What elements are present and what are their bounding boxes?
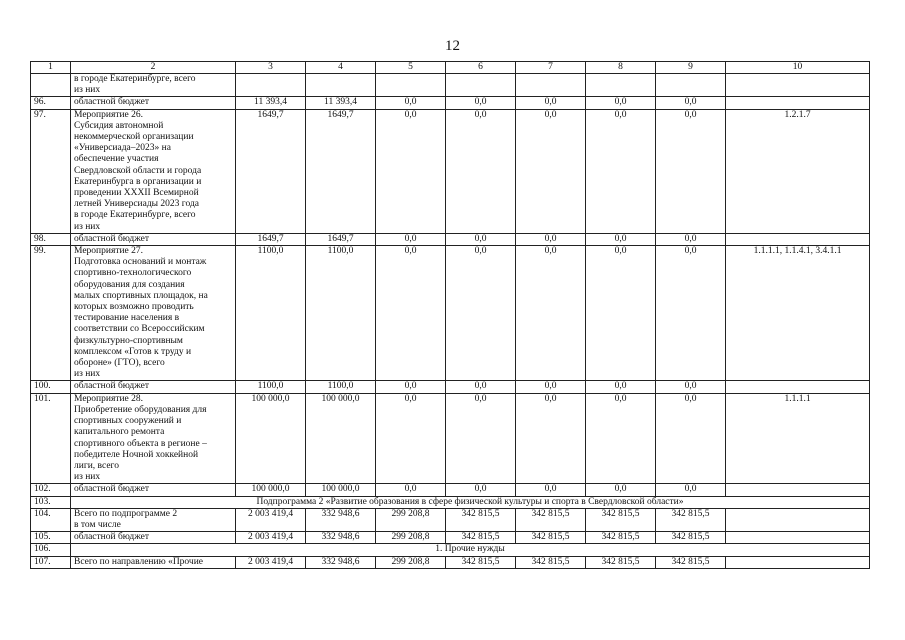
value-cell: 11 393,4 bbox=[236, 97, 306, 109]
row-name-line: комплексом «Готов к труду и bbox=[74, 346, 192, 357]
value-cell: 0,0 bbox=[586, 246, 656, 381]
row-name-cell bbox=[71, 393, 236, 484]
row-name-line: Свердловской области и города bbox=[74, 165, 202, 176]
row-number-cell: 100. bbox=[31, 381, 71, 393]
row-name-cell bbox=[71, 532, 236, 544]
row-name-line: тестирование населения в bbox=[74, 313, 180, 324]
value-cell: 100 000,0 bbox=[306, 484, 376, 496]
value-cell: 0,0 bbox=[516, 484, 586, 496]
value-cell: 0,0 bbox=[586, 97, 656, 109]
value-cell: 332 948,6 bbox=[306, 556, 376, 568]
table-row bbox=[31, 532, 870, 544]
value-cell: 0,0 bbox=[656, 109, 726, 233]
value-cell: 0,0 bbox=[446, 393, 516, 484]
value-cell: 0,0 bbox=[446, 109, 516, 233]
row-name-line: Субсидия автономной bbox=[74, 120, 164, 131]
row-name-line: областной бюджет bbox=[74, 233, 150, 244]
row-name-line: областной бюджет bbox=[74, 484, 150, 495]
target-code-cell: 1.1.1.1 bbox=[726, 393, 870, 484]
table-row bbox=[31, 484, 870, 496]
row-name-line: соответствии со Всероссийским bbox=[74, 324, 205, 335]
row-name-line: которых возможно проводить bbox=[74, 302, 194, 313]
value-cell: 1649,7 bbox=[306, 109, 376, 233]
value-cell bbox=[236, 74, 306, 97]
row-name-cell bbox=[71, 556, 236, 568]
header-cell: 9 bbox=[656, 62, 726, 74]
target-code-cell bbox=[726, 532, 870, 544]
row-number-cell: 99. bbox=[31, 246, 71, 381]
header-cell: 10 bbox=[726, 62, 870, 74]
value-cell bbox=[656, 74, 726, 97]
row-number-cell: 103. bbox=[31, 496, 71, 508]
header-cell: 4 bbox=[306, 62, 376, 74]
value-cell: 342 815,5 bbox=[656, 556, 726, 568]
row-number-cell: 96. bbox=[31, 97, 71, 109]
header-cell: 1 bbox=[31, 62, 71, 74]
value-cell: 1100,0 bbox=[236, 246, 306, 381]
row-name-line: из них bbox=[74, 472, 101, 483]
value-cell: 342 815,5 bbox=[446, 532, 516, 544]
target-code-cell bbox=[726, 484, 870, 496]
row-name-line: капитального ремонта bbox=[74, 427, 165, 438]
value-cell: 0,0 bbox=[376, 109, 446, 233]
row-name-line: спортивно-технологического bbox=[74, 268, 192, 279]
row-name-line: летней Универсиады 2023 года bbox=[74, 199, 199, 210]
row-number-cell: 107. bbox=[31, 556, 71, 568]
value-cell: 0,0 bbox=[656, 393, 726, 484]
table-row bbox=[31, 556, 870, 568]
value-cell: 0,0 bbox=[656, 97, 726, 109]
row-name-line: в городе Екатеринбурге, всего bbox=[74, 74, 196, 84]
row-name-line: Мероприятие 27. bbox=[74, 246, 144, 257]
value-cell: 0,0 bbox=[446, 246, 516, 381]
value-cell: 0,0 bbox=[516, 246, 586, 381]
value-cell: 0,0 bbox=[376, 233, 446, 245]
value-cell: 0,0 bbox=[376, 484, 446, 496]
value-cell: 342 815,5 bbox=[656, 532, 726, 544]
value-cell: 0,0 bbox=[376, 381, 446, 393]
value-cell: 2 003 419,4 bbox=[236, 532, 306, 544]
value-cell: 342 815,5 bbox=[446, 556, 516, 568]
row-number-cell: 104. bbox=[31, 508, 71, 531]
value-cell: 0,0 bbox=[516, 109, 586, 233]
value-cell bbox=[376, 74, 446, 97]
table-header-row bbox=[31, 62, 870, 74]
target-code-cell bbox=[726, 381, 870, 393]
value-cell: 100 000,0 bbox=[306, 393, 376, 484]
table-row bbox=[31, 544, 870, 556]
value-cell: 342 815,5 bbox=[516, 556, 586, 568]
row-name-line: Всего по направлению «Прочие bbox=[74, 556, 204, 567]
row-name-cell bbox=[71, 233, 236, 245]
row-name-line: победителе Ночной хоккейной bbox=[74, 449, 199, 460]
table-row bbox=[31, 97, 870, 109]
table-row bbox=[31, 508, 870, 531]
table-row bbox=[31, 393, 870, 484]
row-name-line: лиги, всего bbox=[74, 460, 119, 471]
value-cell: 342 815,5 bbox=[586, 532, 656, 544]
header-cell: 5 bbox=[376, 62, 446, 74]
row-name-line: из них bbox=[74, 369, 101, 380]
row-number-cell: 97. bbox=[31, 109, 71, 233]
row-name-cell bbox=[71, 508, 236, 531]
row-name-line: оборудования для создания bbox=[74, 279, 185, 290]
row-name-cell bbox=[71, 97, 236, 109]
value-cell: 0,0 bbox=[656, 233, 726, 245]
target-code-cell bbox=[726, 233, 870, 245]
target-code-cell bbox=[726, 74, 870, 97]
target-code-cell bbox=[726, 508, 870, 531]
table-row bbox=[31, 233, 870, 245]
value-cell: 0,0 bbox=[586, 109, 656, 233]
value-cell: 11 393,4 bbox=[306, 97, 376, 109]
header-cell: 8 bbox=[586, 62, 656, 74]
row-name-line: в том числе bbox=[74, 519, 121, 530]
value-cell: 0,0 bbox=[446, 233, 516, 245]
row-name-line: областной бюджет bbox=[74, 97, 150, 108]
value-cell: 342 815,5 bbox=[446, 508, 516, 531]
value-cell: 342 815,5 bbox=[516, 532, 586, 544]
value-cell: 0,0 bbox=[656, 381, 726, 393]
row-name-line: спортивных сооружений и bbox=[74, 416, 182, 427]
header-cell: 6 bbox=[446, 62, 516, 74]
row-name-cell bbox=[71, 109, 236, 233]
value-cell: 0,0 bbox=[376, 97, 446, 109]
page-number: 12 bbox=[445, 38, 460, 54]
row-name-line: областной бюджет bbox=[74, 532, 150, 543]
value-cell bbox=[446, 74, 516, 97]
row-name-line: некоммерческой организации bbox=[74, 132, 194, 143]
value-cell: 0,0 bbox=[376, 393, 446, 484]
row-name-line: обеспечение участия bbox=[74, 154, 159, 165]
table-row bbox=[31, 496, 870, 508]
value-cell bbox=[516, 74, 586, 97]
value-cell: 0,0 bbox=[656, 484, 726, 496]
value-cell: 342 815,5 bbox=[656, 508, 726, 531]
value-cell: 1100,0 bbox=[306, 381, 376, 393]
value-cell: 342 815,5 bbox=[586, 508, 656, 531]
row-name-line: Всего по подпрограмме 2 bbox=[74, 508, 178, 519]
value-cell: 1100,0 bbox=[236, 381, 306, 393]
target-code-cell bbox=[726, 97, 870, 109]
value-cell: 299 208,8 bbox=[376, 556, 446, 568]
table-row bbox=[31, 109, 870, 233]
row-name-line: физкультурно-спортивным bbox=[74, 335, 183, 346]
value-cell: 299 208,8 bbox=[376, 508, 446, 531]
value-cell: 0,0 bbox=[376, 246, 446, 381]
target-code-cell: 1.1.1.1, 1.1.4.1, 3.4.1.1 bbox=[726, 246, 870, 381]
target-code-cell bbox=[726, 556, 870, 568]
table-row bbox=[31, 74, 870, 97]
row-name-cell bbox=[71, 381, 236, 393]
value-cell: 0,0 bbox=[586, 233, 656, 245]
row-name-line: «Универсиада–2023» на bbox=[74, 143, 171, 154]
row-name-cell bbox=[71, 74, 236, 97]
value-cell: 2 003 419,4 bbox=[236, 556, 306, 568]
value-cell: 0,0 bbox=[656, 246, 726, 381]
row-name-line: из них bbox=[74, 221, 101, 232]
value-cell: 0,0 bbox=[516, 97, 586, 109]
row-name-line: малых спортивных площадок, на bbox=[74, 290, 208, 301]
row-name-cell bbox=[71, 484, 236, 496]
value-cell: 100 000,0 bbox=[236, 393, 306, 484]
value-cell: 0,0 bbox=[586, 393, 656, 484]
row-number-cell: 105. bbox=[31, 532, 71, 544]
row-name-line: Мероприятие 26. bbox=[74, 109, 144, 120]
row-name-line: обороне» (ГТО), всего bbox=[74, 358, 165, 369]
header-cell: 3 bbox=[236, 62, 306, 74]
row-name-cell bbox=[71, 246, 236, 381]
row-name-line: Мероприятие 28. bbox=[74, 393, 144, 404]
value-cell: 0,0 bbox=[516, 233, 586, 245]
value-cell: 0,0 bbox=[586, 484, 656, 496]
row-name-line: проведении XXXII Всемирной bbox=[74, 188, 199, 199]
value-cell: 1649,7 bbox=[236, 109, 306, 233]
value-cell: 1100,0 bbox=[306, 246, 376, 381]
value-cell: 299 208,8 bbox=[376, 532, 446, 544]
budget-table bbox=[30, 61, 870, 569]
value-cell: 0,0 bbox=[586, 381, 656, 393]
row-number-cell: 102. bbox=[31, 484, 71, 496]
section-title-cell: Подпрограмма 2 «Развитие образования в сфере физической культуры и спорта в Свердловской области» bbox=[71, 496, 870, 508]
row-name-line: областной бюджет bbox=[74, 381, 150, 392]
row-name-line: из них bbox=[74, 85, 101, 96]
row-name-line: Приобретение оборудования для bbox=[74, 404, 207, 415]
value-cell: 342 815,5 bbox=[586, 556, 656, 568]
row-name-line: спортивного объекта в регионе – bbox=[74, 438, 207, 449]
table-row bbox=[31, 381, 870, 393]
value-cell: 0,0 bbox=[446, 97, 516, 109]
header-cell: 2 bbox=[71, 62, 236, 74]
row-name-line: Подготовка оснований и монтаж bbox=[74, 257, 207, 268]
value-cell: 100 000,0 bbox=[236, 484, 306, 496]
value-cell: 0,0 bbox=[516, 393, 586, 484]
value-cell: 332 948,6 bbox=[306, 508, 376, 531]
value-cell: 332 948,6 bbox=[306, 532, 376, 544]
row-name-line: в городе Екатеринбурге, всего bbox=[74, 210, 196, 221]
value-cell: 342 815,5 bbox=[516, 508, 586, 531]
value-cell bbox=[586, 74, 656, 97]
header-cell: 7 bbox=[516, 62, 586, 74]
value-cell: 0,0 bbox=[446, 484, 516, 496]
value-cell: 0,0 bbox=[446, 381, 516, 393]
table-row bbox=[31, 246, 870, 381]
section-title-cell: 1. Прочие нужды bbox=[71, 544, 870, 556]
value-cell: 0,0 bbox=[516, 381, 586, 393]
value-cell bbox=[306, 74, 376, 97]
row-name-line: Екатеринбурга в организации и bbox=[74, 176, 202, 187]
row-number-cell bbox=[31, 74, 71, 97]
row-number-cell: 98. bbox=[31, 233, 71, 245]
target-code-cell: 1.2.1.7 bbox=[726, 109, 870, 233]
row-number-cell: 101. bbox=[31, 393, 71, 484]
value-cell: 1649,7 bbox=[306, 233, 376, 245]
row-number-cell: 106. bbox=[31, 544, 71, 556]
value-cell: 2 003 419,4 bbox=[236, 508, 306, 531]
value-cell: 1649,7 bbox=[236, 233, 306, 245]
